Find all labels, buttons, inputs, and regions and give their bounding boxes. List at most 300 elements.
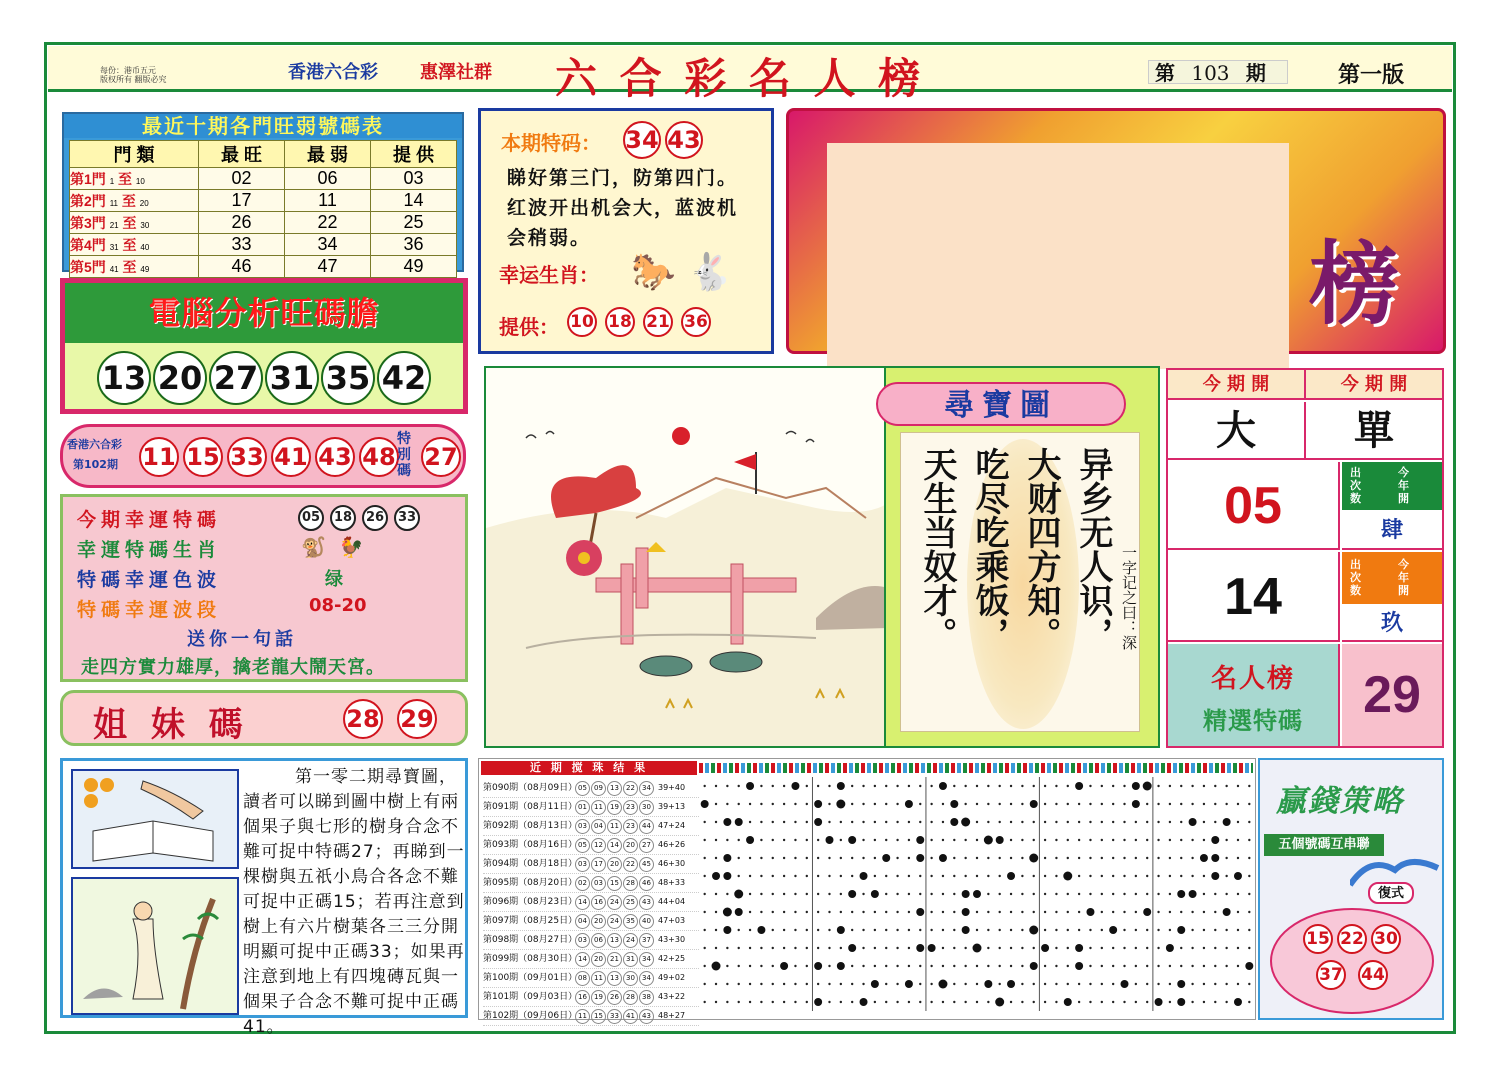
empty-dot	[1055, 929, 1057, 931]
drawn-dot	[723, 872, 731, 880]
book-illustration	[71, 769, 239, 869]
empty-dot	[1237, 785, 1239, 787]
ball: 15	[1303, 924, 1333, 954]
special-dot	[712, 962, 721, 971]
empty-dot	[1078, 893, 1080, 895]
empty-dot	[1021, 857, 1023, 859]
ball: 03	[575, 819, 590, 834]
empty-dot	[1112, 839, 1114, 841]
ball: 11	[591, 800, 606, 815]
empty-dot	[772, 947, 774, 949]
drawn-dot	[1211, 836, 1219, 844]
empty-dot	[738, 857, 740, 859]
lucky-panel: 今期幸運特碼 05 18 26 33 幸運特碼生肖 🐒 🐓 特碼幸運色波 绿 特碼幸運波段 08-20 送你一句話 走四方實力雄厚，擒老龍大鬧天宮。	[60, 494, 468, 682]
ball: 41	[271, 437, 311, 477]
ball: 35	[623, 914, 638, 929]
treasure-title: 尋寶圖	[876, 382, 1126, 426]
empty-dot	[817, 839, 819, 841]
special-dot	[938, 980, 947, 989]
ball: 20	[591, 952, 606, 967]
ball: 30	[623, 971, 638, 986]
empty-dot	[964, 839, 966, 841]
empty-dot	[885, 911, 887, 913]
empty-dot	[862, 821, 864, 823]
empty-dot	[1248, 983, 1250, 985]
empty-dot	[783, 983, 785, 985]
empty-dot	[885, 1001, 887, 1003]
strategy-title: 贏錢策略	[1276, 784, 1404, 819]
empty-dot	[749, 821, 751, 823]
drawn-dot	[723, 926, 731, 934]
empty-dot	[806, 947, 808, 949]
empty-dot	[1135, 1001, 1137, 1003]
empty-dot	[1248, 803, 1250, 805]
empty-dot	[953, 965, 955, 967]
special-dot	[995, 998, 1004, 1007]
empty-dot	[806, 911, 808, 913]
size-value: 大	[1168, 402, 1306, 460]
drawn-dot	[860, 872, 868, 880]
drawn-dot	[1075, 944, 1083, 952]
ball: 43	[639, 1009, 654, 1024]
empty-dot	[896, 821, 898, 823]
ball: 38	[639, 990, 654, 1005]
empty-dot	[703, 821, 705, 823]
ball: 13	[97, 351, 151, 405]
empty-dot	[1078, 911, 1080, 913]
empty-dot	[964, 803, 966, 805]
drawn-dot	[723, 854, 731, 862]
ball: 06	[591, 933, 606, 948]
empty-dot	[987, 965, 989, 967]
ball: 22	[623, 781, 638, 796]
empty-dot	[760, 1001, 762, 1003]
drawn-dot	[837, 962, 845, 970]
empty-dot	[1203, 965, 1205, 967]
empty-dot	[851, 785, 853, 787]
empty-dot	[998, 821, 1000, 823]
empty-dot	[987, 911, 989, 913]
empty-dot	[1101, 983, 1103, 985]
empty-dot	[1180, 803, 1182, 805]
empty-dot	[919, 803, 921, 805]
empty-dot	[1248, 857, 1250, 859]
empty-dot	[783, 821, 785, 823]
empty-dot	[783, 875, 785, 877]
empty-dot	[715, 893, 717, 895]
drawn-dot	[791, 782, 799, 790]
ball: 35	[321, 351, 375, 405]
empty-dot	[851, 803, 853, 805]
drawn-dot	[1234, 998, 1242, 1006]
empty-dot	[738, 803, 740, 805]
empty-dot	[953, 857, 955, 859]
drawn-dot	[1245, 962, 1253, 970]
empty-dot	[1033, 893, 1035, 895]
empty-dot	[760, 893, 762, 895]
empty-dot	[749, 911, 751, 913]
empty-dot	[1112, 821, 1114, 823]
empty-dot	[1169, 821, 1171, 823]
empty-dot	[1225, 1001, 1227, 1003]
empty-dot	[1214, 947, 1216, 949]
scenery-illustration	[486, 368, 888, 746]
empty-dot	[1010, 785, 1012, 787]
ball: 45	[639, 857, 654, 872]
empty-dot	[828, 965, 830, 967]
empty-dot	[760, 785, 762, 787]
empty-dot	[738, 947, 740, 949]
empty-dot	[953, 785, 955, 787]
empty-dot	[817, 785, 819, 787]
empty-dot	[760, 911, 762, 913]
history-panel	[478, 758, 1256, 1020]
empty-dot	[749, 893, 751, 895]
ball: 21	[643, 307, 673, 337]
empty-dot	[1067, 821, 1069, 823]
empty-dot	[738, 839, 740, 841]
ball: 20	[607, 857, 622, 872]
ball: 03	[591, 876, 606, 891]
drawn-dot	[939, 854, 947, 862]
empty-dot	[930, 839, 932, 841]
empty-dot	[908, 929, 910, 931]
empty-dot	[1237, 983, 1239, 985]
empty-dot	[1055, 803, 1057, 805]
empty-dot	[976, 965, 978, 967]
empty-dot	[1010, 839, 1012, 841]
empty-dot	[987, 803, 989, 805]
empty-dot	[749, 983, 751, 985]
fine-print: 每份：港币五元 版权所有 翻版必究	[100, 66, 167, 84]
empty-dot	[1225, 875, 1227, 877]
brand-community: 惠澤社群	[420, 62, 492, 83]
empty-dot	[976, 803, 978, 805]
empty-dot	[908, 857, 910, 859]
drawn-dot	[916, 944, 924, 952]
special-dot	[734, 890, 743, 899]
special-dot	[1029, 854, 1038, 863]
empty-dot	[1191, 947, 1193, 949]
empty-dot	[1157, 839, 1159, 841]
drawn-dot	[837, 926, 845, 934]
empty-dot	[1248, 893, 1250, 895]
ball: 13	[607, 933, 622, 948]
empty-dot	[760, 875, 762, 877]
empty-dot	[1214, 929, 1216, 931]
drawn-dot	[1234, 872, 1242, 880]
empty-dot	[828, 821, 830, 823]
empty-dot	[953, 875, 955, 877]
empty-dot	[1135, 929, 1137, 931]
empty-dot	[851, 983, 853, 985]
ball: 20	[623, 838, 638, 853]
empty-dot	[1146, 875, 1148, 877]
empty-dot	[1010, 857, 1012, 859]
empty-dot	[885, 785, 887, 787]
special-panel: 本期特码： 34 43 睇好第三门，防第四门。红波开出机会大，蓝波机会稍弱。 幸运生肖： 🐎 🐇 提供： 10 18 21 36	[478, 108, 774, 354]
empty-dot	[1180, 875, 1182, 877]
empty-dot	[1055, 983, 1057, 985]
empty-dot	[840, 947, 842, 949]
drawn-dot	[973, 890, 981, 898]
empty-dot	[1146, 1001, 1148, 1003]
empty-dot	[998, 929, 1000, 931]
empty-dot	[1135, 893, 1137, 895]
ball: 16	[591, 895, 606, 910]
sister-codes-label: 姐 妹 碼	[93, 705, 249, 745]
empty-dot	[726, 893, 728, 895]
ball: 37	[639, 933, 654, 948]
ball: 28	[623, 876, 638, 891]
table-row: 第2門 11 至 20 17 11 14	[70, 190, 457, 212]
empty-dot	[1044, 821, 1046, 823]
empty-dot	[783, 1001, 785, 1003]
empty-dot	[1123, 839, 1125, 841]
empty-dot	[930, 857, 932, 859]
empty-dot	[896, 983, 898, 985]
empty-dot	[1067, 803, 1069, 805]
ball: 22	[1337, 924, 1367, 954]
empty-dot	[1123, 821, 1125, 823]
empty-dot	[953, 947, 955, 949]
ball: 29	[397, 699, 437, 739]
empty-dot	[1248, 929, 1250, 931]
drawn-dot	[1007, 980, 1015, 988]
empty-dot	[1078, 983, 1080, 985]
empty-dot	[885, 839, 887, 841]
ball: 23	[623, 800, 638, 815]
empty-dot	[1101, 1001, 1103, 1003]
empty-dot	[1112, 803, 1114, 805]
empty-dot	[885, 929, 887, 931]
empty-dot	[828, 857, 830, 859]
ball: 44	[1358, 960, 1388, 990]
table-row: 第095期（08月20日）02 03 15 28 46 48+33	[483, 874, 699, 893]
empty-dot	[851, 857, 853, 859]
empty-dot	[1055, 875, 1057, 877]
empty-dot	[794, 1001, 796, 1003]
empty-dot	[806, 893, 808, 895]
empty-dot	[1112, 857, 1114, 859]
empty-dot	[919, 785, 921, 787]
empty-dot	[1044, 839, 1046, 841]
ball: 17	[591, 857, 606, 872]
empty-dot	[703, 785, 705, 787]
empty-dot	[1078, 929, 1080, 931]
drawn-dot	[746, 782, 754, 790]
empty-dot	[874, 1001, 876, 1003]
empty-dot	[806, 839, 808, 841]
empty-dot	[1044, 965, 1046, 967]
ball: 11	[607, 819, 622, 834]
empty-dot	[1135, 821, 1137, 823]
ball: 24	[623, 933, 638, 948]
empty-dot	[760, 803, 762, 805]
drawn-dot	[1143, 908, 1151, 916]
empty-dot	[806, 821, 808, 823]
drawn-dot	[701, 800, 709, 808]
empty-dot	[806, 803, 808, 805]
empty-dot	[1021, 821, 1023, 823]
table-row: 第093期（08月16日）05 12 14 20 27 46+26	[483, 836, 699, 855]
drawn-dot	[962, 908, 970, 916]
drawn-dot	[916, 836, 924, 844]
empty-dot	[998, 803, 1000, 805]
empty-dot	[1214, 983, 1216, 985]
empty-dot	[726, 785, 728, 787]
empty-dot	[885, 893, 887, 895]
drawn-dot	[882, 854, 890, 862]
empty-dot	[1112, 785, 1114, 787]
empty-dot	[1248, 821, 1250, 823]
empty-dot	[772, 911, 774, 913]
empty-dot	[817, 857, 819, 859]
empty-dot	[1157, 803, 1159, 805]
empty-dot	[896, 893, 898, 895]
empty-dot	[874, 821, 876, 823]
empty-dot	[1033, 983, 1035, 985]
empty-dot	[1146, 857, 1148, 859]
empty-dot	[908, 821, 910, 823]
empty-dot	[919, 965, 921, 967]
empty-dot	[976, 875, 978, 877]
empty-dot	[1044, 929, 1046, 931]
drawn-dot	[1041, 944, 1049, 952]
empty-dot	[874, 911, 876, 913]
empty-dot	[976, 929, 978, 931]
empty-dot	[783, 803, 785, 805]
ball: 43	[315, 437, 355, 477]
strategy-panel	[1258, 758, 1444, 1020]
empty-dot	[1169, 839, 1171, 841]
empty-dot	[1089, 929, 1091, 931]
drawn-dot	[735, 818, 743, 826]
computer-pick-numbers	[65, 351, 463, 405]
ball: 11	[575, 1009, 590, 1024]
drawn-dot	[1155, 998, 1163, 1006]
empty-dot	[1033, 947, 1035, 949]
empty-dot	[1067, 947, 1069, 949]
empty-dot	[828, 893, 830, 895]
special-ball: 27	[421, 437, 461, 477]
empty-dot	[908, 911, 910, 913]
empty-dot	[1146, 965, 1148, 967]
empty-dot	[794, 821, 796, 823]
empty-dot	[806, 1001, 808, 1003]
empty-dot	[760, 983, 762, 985]
empty-dot	[1191, 857, 1193, 859]
empty-dot	[1203, 929, 1205, 931]
empty-dot	[874, 857, 876, 859]
empty-dot	[783, 911, 785, 913]
ball: 13	[607, 971, 622, 986]
empty-dot	[1067, 785, 1069, 787]
drawn-dot	[1223, 908, 1231, 916]
empty-dot	[840, 893, 842, 895]
empty-dot	[1089, 947, 1091, 949]
empty-dot	[1078, 839, 1080, 841]
empty-dot	[1089, 821, 1091, 823]
ball: 15	[607, 876, 622, 891]
table-row: 第101期（09月03日）16 19 26 28 38 43+22	[483, 988, 699, 1007]
ball: 10	[567, 307, 597, 337]
history-dot-grid	[699, 777, 1255, 1019]
special-dot	[836, 800, 845, 809]
ball: 14	[575, 895, 590, 910]
empty-dot	[840, 875, 842, 877]
empty-dot	[1044, 911, 1046, 913]
empty-dot	[1101, 893, 1103, 895]
empty-dot	[1237, 803, 1239, 805]
computer-pick-panel	[60, 278, 468, 414]
empty-dot	[783, 893, 785, 895]
empty-dot	[794, 929, 796, 931]
empty-dot	[998, 893, 1000, 895]
table-row: 第090期（08月09日）05 09 13 22 34 39+40	[483, 779, 699, 798]
empty-dot	[806, 875, 808, 877]
drawn-dot	[962, 926, 970, 934]
empty-dot	[874, 947, 876, 949]
empty-dot	[1135, 875, 1137, 877]
empty-dot	[1157, 947, 1159, 949]
empty-dot	[1078, 857, 1080, 859]
empty-dot	[874, 785, 876, 787]
empty-dot	[942, 821, 944, 823]
empty-dot	[942, 803, 944, 805]
history-rows	[483, 779, 699, 1026]
drawn-dot	[905, 980, 913, 988]
empty-dot	[794, 857, 796, 859]
empty-dot	[1157, 893, 1159, 895]
ball: 01	[575, 800, 590, 815]
empty-dot	[715, 785, 717, 787]
ball: 34	[639, 971, 654, 986]
empty-dot	[885, 821, 887, 823]
empty-dot	[998, 911, 1000, 913]
empty-dot	[1044, 875, 1046, 877]
empty-dot	[1157, 929, 1159, 931]
empty-dot	[703, 857, 705, 859]
ball: 37	[1316, 960, 1346, 990]
empty-dot	[1157, 983, 1159, 985]
empty-dot	[817, 875, 819, 877]
empty-dot	[976, 785, 978, 787]
empty-dot	[1033, 785, 1035, 787]
ball: 20	[153, 351, 207, 405]
empty-dot	[1248, 839, 1250, 841]
ball: 26	[607, 990, 622, 1005]
empty-dot	[1248, 785, 1250, 787]
drawn-dot	[814, 800, 822, 808]
empty-dot	[908, 839, 910, 841]
drawn-dot	[1177, 890, 1185, 898]
empty-dot	[1033, 821, 1035, 823]
empty-dot	[806, 857, 808, 859]
ball: 33	[394, 505, 420, 531]
empty-dot	[885, 947, 887, 949]
empty-dot	[942, 839, 944, 841]
empty-dot	[1078, 1001, 1080, 1003]
ball: 25	[623, 895, 638, 910]
empty-dot	[1191, 965, 1193, 967]
horse-rabbit-icons: 🐎 🐇	[631, 252, 733, 293]
empty-dot	[817, 983, 819, 985]
empty-dot	[1055, 821, 1057, 823]
empty-dot	[1067, 857, 1069, 859]
page-title: 六 合 彩 名 人 榜	[555, 54, 925, 103]
drawn-dot	[1109, 926, 1117, 934]
